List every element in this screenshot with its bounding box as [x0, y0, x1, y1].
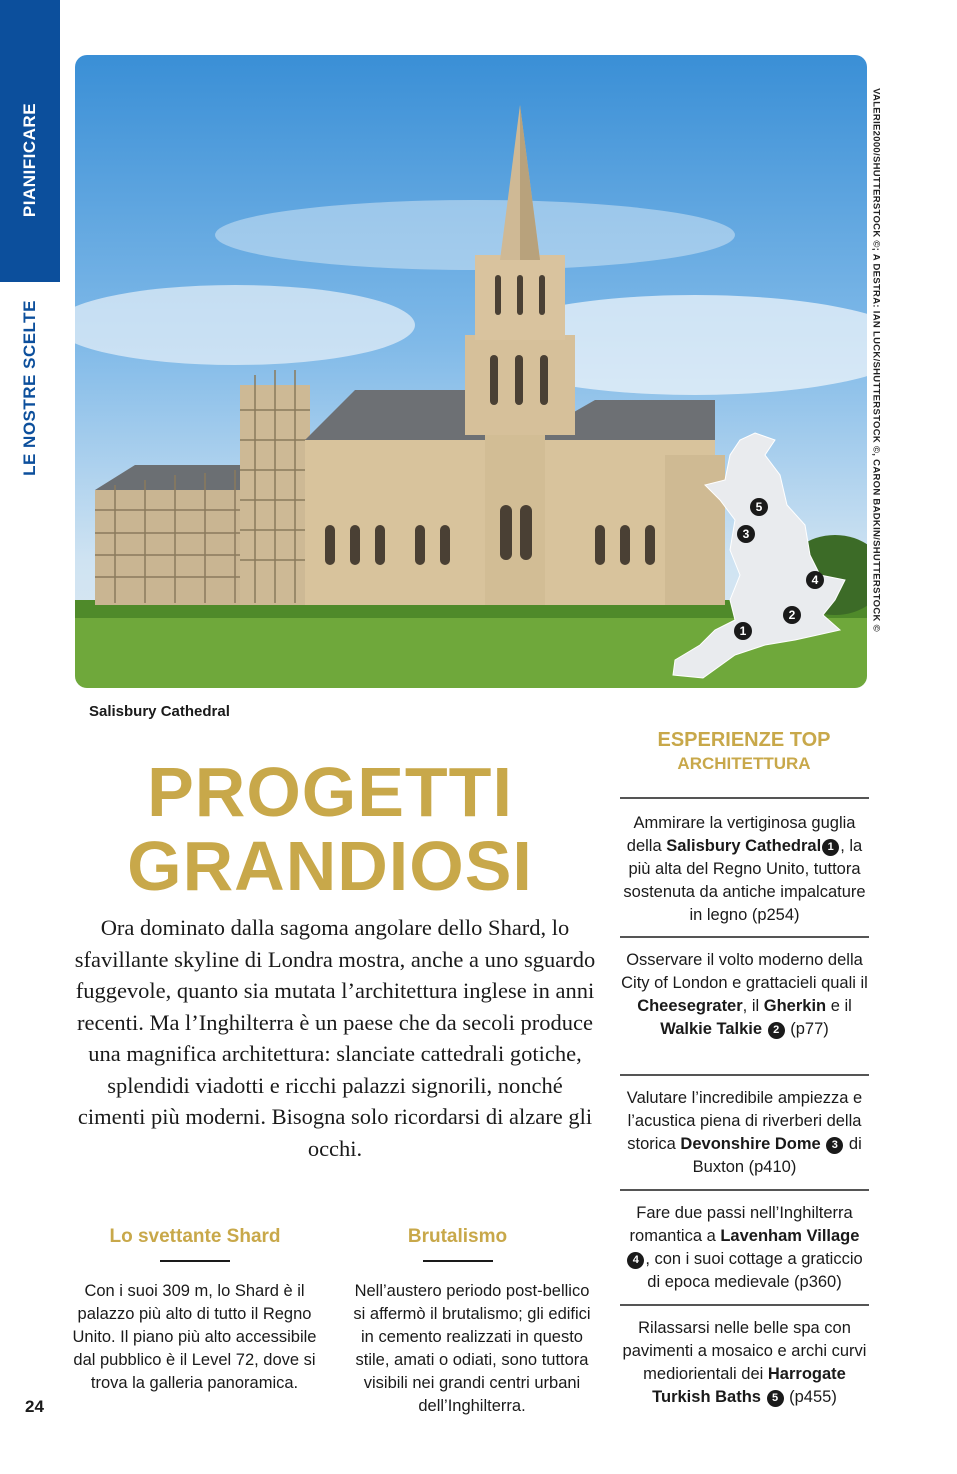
column-1-title: Lo svettante Shard: [109, 1226, 281, 1247]
sidebar-title: [620, 728, 868, 776]
sidebar-item-3: Valutare l’incredibile ampiezza e l’acustica piena di riverberi della storica Devonshire Dome 3 di Buxton (p410): [626, 1089, 863, 1176]
column-2-title: Brutalismo: [407, 1226, 508, 1247]
cathedral-photo: [75, 55, 867, 688]
sidebar-divider: [620, 1189, 869, 1191]
marker-badge-1: 1: [822, 839, 839, 856]
marker-badge-2: 2: [768, 1022, 785, 1039]
sidebar-item-1: Ammirare la vertiginosa guglia della Salisbury Cathedral 1 , la più alta del Regno Unito, tuttora sostenuta da antiche impalcature in legno (p254): [623, 814, 866, 924]
headline: [90, 755, 570, 903]
marker-badge-3: 3: [826, 1137, 843, 1154]
marker-badge-5: 5: [767, 1390, 784, 1407]
sidebar-divider: [620, 1074, 869, 1076]
page-number: 24: [25, 1397, 44, 1416]
map-marker-2: 2: [788, 608, 796, 622]
sidebar-divider: [620, 797, 869, 799]
sidebar-divider: [620, 936, 869, 938]
column-2-text: Nell’austero periodo post-bellico si affermò il brutalismo; gli edifici in cemento realizzati in questo stile, amati o odiati, sono tuttora visibili nei grandi centri urbani dell’Inghilterra.: [353, 1282, 591, 1415]
column-2-rule: [423, 1260, 493, 1262]
column-1-text: Con i suoi 309 m, lo Shard è il palazzo più alto di tutto il Regno Unito. Il piano più alto accessibile dal pubblico è il Level 72, dove si trova la galleria panoramica.: [72, 1282, 317, 1392]
map-marker-1: 1: [739, 624, 747, 638]
map-marker-5: 5: [755, 500, 763, 514]
sidebar-item-5: Rilassarsi nelle belle spa con pavimenti a mosaico e archi curvi mediorientali dei Harrogate Turkish Baths 5 (p455): [622, 1319, 867, 1406]
section-label: PIANIFICARE: [20, 102, 39, 218]
sidebar-title-2: ARCHITETTURA: [677, 754, 811, 773]
map-marker-4: 4: [811, 573, 819, 587]
headline-line-2: GRANDIOSI: [127, 827, 533, 905]
column-1-rule: [160, 1260, 230, 1262]
sidebar-title-1: ESPERIENZE TOP: [657, 729, 831, 751]
sidebar-item-4: Fare due passi nell’Inghilterra romantica a Lavenham Village 4 , con i suoi cottage a graticcio di epoca medievale (p360): [620, 1202, 869, 1294]
photo-credit: VALERIE2000/SHUTTERSTOCK ©; A DESTRA: IAN LUCK/SHUTTERSTOCK ©, CARON BADKIN/SHUTTERSTOCK ©: [870, 88, 882, 632]
subsection-label: LE NOSTRE SCELTE: [20, 300, 39, 476]
headline-line-1: PROGETTI: [147, 753, 513, 831]
map-marker-3: 3: [742, 527, 750, 541]
sidebar-item-2: Osservare il volto moderno della City of London e grattacieli quali il Cheesegrater, il Gherkin e il Walkie Talkie 2 (p77): [621, 951, 868, 1038]
sidebar-divider: [620, 1304, 869, 1306]
intro-paragraph: Ora dominato dalla sagoma angolare dello Shard, lo sfavillante skyline di Londra mostra, anche a uno sguardo fuggevole, quanto sia mutata l’architettura inglese in anni recenti. Ma l’Inghilterra è un paese che da secoli produce una magnifica architettura: slanciate cattedrali gotiche, splendidi viadotti e ricchi palazzi signorili, nonché cimenti più moderni. Bisogna solo ricordarsi di alzare gli occhi.: [74, 915, 596, 1161]
cathedral-illustration: [75, 55, 867, 688]
marker-badge-4: 4: [627, 1252, 644, 1269]
photo-caption: Salisbury Cathedral: [89, 703, 230, 720]
